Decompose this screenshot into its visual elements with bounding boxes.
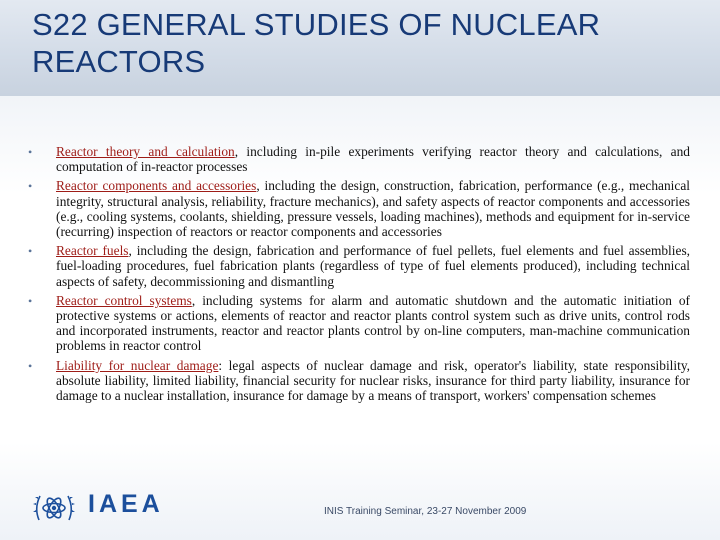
topic-link-reactor-components[interactable]: Reactor components and accessories <box>56 178 257 194</box>
bullet-item-liability <box>26 358 690 404</box>
bullet-dot-icon: • <box>28 179 33 194</box>
iaea-logo-icon <box>30 484 78 532</box>
bullet-item-reactor-control <box>26 293 690 354</box>
bullet-item-reactor-fuels <box>26 243 690 289</box>
slide-title: S22 GENERAL STUDIES OF NUCLEAR REACTORS <box>32 7 601 79</box>
topic-link-reactor-fuels[interactable]: Reactor fuels <box>56 243 129 259</box>
topic-link-reactor-control[interactable]: Reactor control systems <box>56 292 192 308</box>
iaea-brand-text: IAEA <box>88 490 164 518</box>
bullet-text: , including in-pile experiments verifying reactor theory and calculations, and computation of in-reactor processes <box>56 144 690 175</box>
bullet-dot-icon: • <box>28 244 33 259</box>
bullet-text: , including systems for alarm and automatic shutdown and the automatic initiation of protective systems or actions, elements of reactor and reactor plants control system such as drive units, control rods and incorporated instruments, reactor and reactor plants control by on-line computers, man-machine communication problems in reactor control <box>56 292 691 354</box>
bullet-text: , including the design, construction, fabrication, performance (e.g., mechanical integrity, structural analysis, reliability, fracture mechanics), and safety aspects of reactor components and accessories (e.g., cooling systems, coolants, shielding, pressure vessels, loading machines), methods and equipment for in-service (recurring) inspection of reactors or reactor components and accessories <box>56 178 690 240</box>
bullet-list <box>26 144 690 407</box>
topic-link-reactor-theory[interactable]: Reactor theory and calculation <box>56 144 235 159</box>
bullet-item-reactor-components <box>26 178 690 239</box>
bullet-text: , including the design, fabrication and performance of fuel pellets, fuel elements and fuel assemblies, fuel-loading procedures, fuel fabrication plants (regardless of type of fuel elements produced), including technical aspects of safety, decommissioning and dismantling <box>56 243 691 289</box>
bullet-text: : legal aspects of nuclear damage and risk, operator's liability, state responsibility, absolute liability, limited liability, financial security for nuclear risks, insurance for third party liability, insurance for damage to a nuclear installation, insurance for damage by a means of transport, workers' compensation schemes <box>56 357 690 404</box>
bullet-dot-icon: • <box>28 145 33 159</box>
bullet-dot-icon: • <box>28 358 33 373</box>
bullet-item-reactor-theory <box>26 144 690 174</box>
bullet-dot-icon: • <box>28 293 33 308</box>
footer-caption: INIS Training Seminar, 23-27 November 2009 <box>324 506 527 517</box>
topic-link-liability[interactable]: Liability for nuclear damage <box>56 357 219 373</box>
